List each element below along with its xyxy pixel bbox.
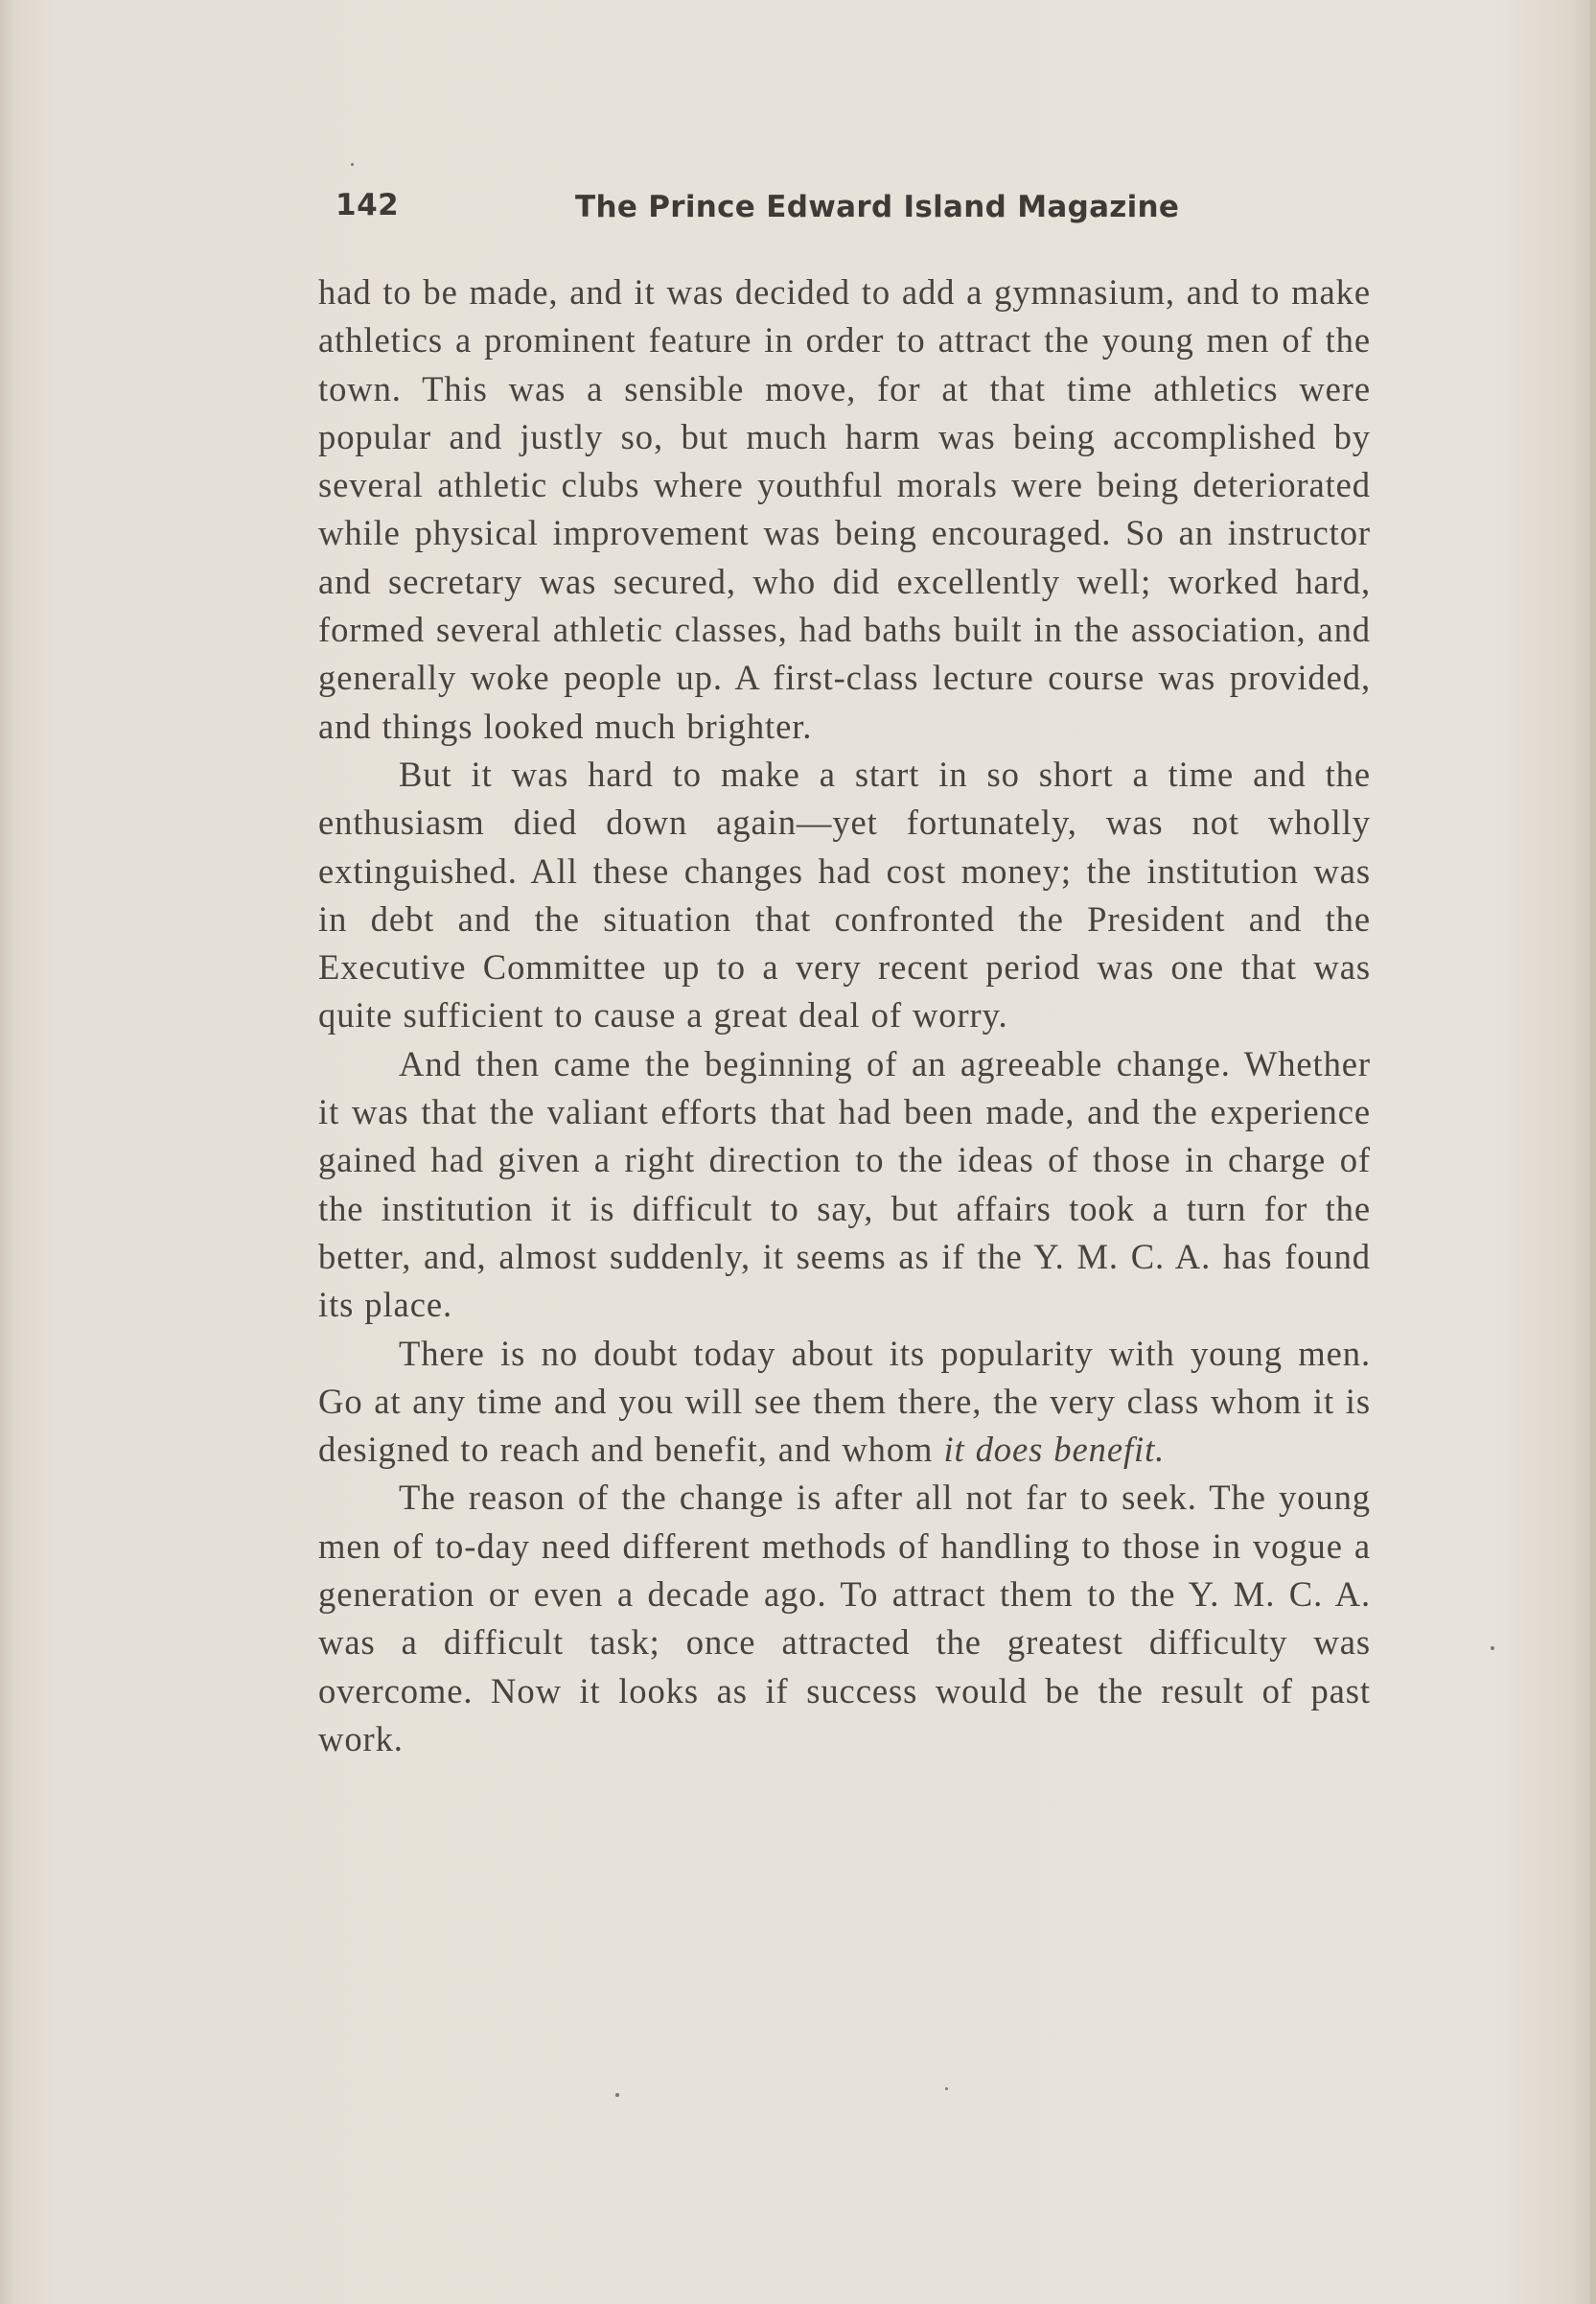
paragraph-4-emphasis: it does benefit. — [943, 1430, 1166, 1470]
paragraph-2: But it was hard to make a start in so short a time and the enthusiasm died down again—yet fortunately, was not wholly extinguished. All these changes had cost money; the institution was in debt and the situation that confronted the President and the Executive Committee up to a very recent period was one that was quite sufficient to cause a great deal of worry. — [318, 754, 1371, 1036]
page-edge — [1590, 0, 1596, 2304]
running-head-title: The Prince Edward Island Magazine — [575, 190, 1180, 224]
paragraph-5: The reason of the change is after all not far to seek. The young men of to-day need different methods of handling to those in vogue a generation or even a decade ago. To attract them to the Y. M. C. A. was a difficult task; once attracted the greatest difficulty was overcome. Now it looks as if success would be the result of past work. — [318, 1478, 1371, 1758]
paragraph-1: had to be made, and it was decided to add a gymnasium, and to make athletics a prominent feature in order to attract the young men of the town. This was a sensible move, for at that time athletics were popular and justly so, but much harm was being accomplished by several athletic clubs where youthful morals were being deteriorated while physical improvement was being encouraged. So an instructor and secretary was secured, who did excellently well; worked hard, formed several athletic classes, had baths built in the association, and generally woke people up. A first-class lecture course was provided, and things looked much brighter. — [318, 272, 1371, 746]
page-header — [316, 188, 1179, 245]
paragraph-4-text: There is no doubt today about its popularity with young men. Go at any time and you will see them there, the very class whom it is designed to reach and benefit, and whom — [318, 1333, 1371, 1470]
print-speck — [945, 2087, 948, 2090]
page-number: 142 — [335, 188, 400, 222]
print-speck — [615, 2093, 619, 2097]
paragraph-3: And then came the beginning of an agreeable change. Whether it was that the valiant efforts that had been made, and the experience gained had given a right direction to the ideas of those in charge of the institution it is difficult to say, but affairs took a turn for the better, and, almost suddenly, it seems as if the Y. M. C. A. has found its place. — [318, 1043, 1371, 1325]
paragraph-4 — [318, 1330, 1371, 1475]
print-speck — [351, 163, 354, 166]
print-speck — [1491, 1646, 1494, 1650]
article-body — [318, 268, 1371, 1763]
